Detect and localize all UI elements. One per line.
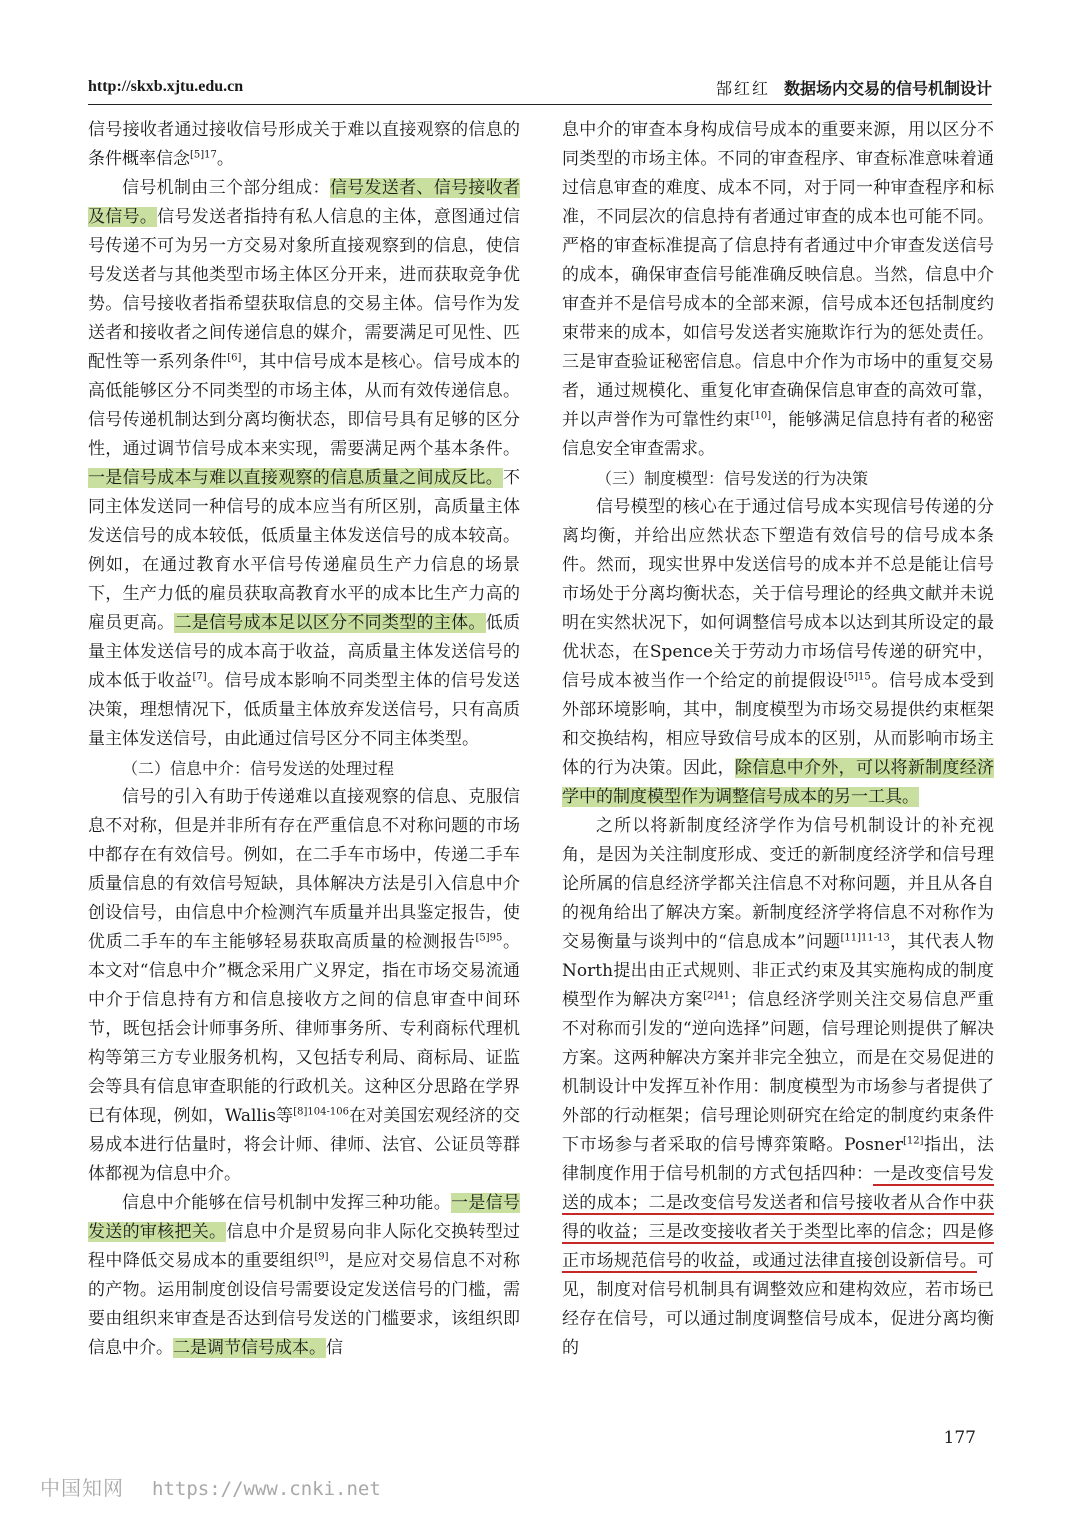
paragraph: 信号的引入有助于传递难以直接观察的信息、克服信息不对称，但是并非所有存在严重信息不对称问题的市场中都存在有效信号。例如，在二手车市场中，传递二手车质量信息的有效信号短缺，具体解决方法是引入信息中介创设信号，由信息中介检测汽车质量并出具鉴定报告，使优质二手车的车主能够轻易获取高质量的检测报告$^{[5]95}$。本文对“信息中介”概念采用广义界定，指在市场交易流通中介于信息持有方和信息接收方之间的信息审查中间环节，既包括会计师事务所、律师事务所、专利商标代理机构等第三方专业服务机构，又包括专利局、商标局、证监会等具有信息审查职能的行政机关。这种区分思路在学界已有体现，例如，Wallis等$^{[8]104-106}$在对美国宏观经济的交易成本进行估量时，将会计师、律师、法官、公证员等群体都视为信息中介。 (88, 787, 521, 1184)
paragraph: 信号模型的核心在于通过信号成本实现信号传递的分离均衡，并给出应然状态下塑造有效信号的信号成本条件。然而，现实世界中发送信号的成本并不总是能让信号市场处于分离均衡状态，关于信号理论的经典文献并未说明在实然状况下，如何调整信号成本以达到其所设定的最优状态，在Spence关于劳动力市场信号传递的研究中，信号成本被当作一个给定的前提假设$^{[5]15}$。信号成本受到外部环境影响，其中，制度模型为市场交易提供约束框架和交换结构，相应导致信号成本的区别，从而影响市场主体的行为决策。因此，除信息中介外，可以将新制度经济学中的制度模型作为调整信号成本的另一工具。 (562, 497, 995, 807)
paragraph: 信号接收者通过接收信号形成关于难以直接观察的信息的条件概率信念$^{[5]17}$。 (88, 120, 520, 169)
paragraph: 信息中介能够在信号机制中发挥三种功能。一是信号发送的审核把关。信息中介是贸易向非人际化交换转型过程中降低交易成本的重要组织[9]，是应对交易信息不对称的产物。运用制度创设信号需要设定发送信号的门槛，需要由组织来审查是否达到信号发送的门槛要求，该组织即信息中介。二是调节信号成本。信 (88, 1193, 521, 1358)
highlight: 一是信号发送的审核把关。 (88, 1193, 521, 1242)
citation: [5]17 (190, 149, 217, 161)
header-rule (88, 104, 992, 105)
section-heading: （三）制度模型：信号发送的行为决策 (596, 469, 869, 488)
highlight: 信号发送者、信号接收者及信号。 (88, 178, 521, 227)
author-name: 郜红红 (715, 79, 770, 98)
citation: [7] (192, 671, 207, 683)
citation: [10] (750, 410, 772, 422)
underline-annotation: 一是改变信号发送的成本；二是改变信号发送者和信号接收者从合作中获得的收益；三是改变接收者关于类型比率的信念；四是修正市场规范信号的收益，或通过法律直接创设新信号。 (562, 1164, 994, 1271)
highlight: 二是信号成本足以区分不同类型的主体。 (174, 613, 486, 633)
watermark-brand: 中国知网 (40, 1476, 124, 1500)
highlight: 一是信号成本与难以直接观察的信息质量之间成反比。 (88, 468, 503, 488)
right-column (562, 116, 994, 1363)
highlight: 除信息中介外，可以将新制度经济学中的制度模型作为调整信号成本的另一工具。 (562, 758, 995, 807)
left-column (88, 116, 520, 1363)
page-number: 177 (943, 1428, 976, 1448)
citation: [2]41 (703, 990, 731, 1002)
citation: [12] (902, 1135, 924, 1147)
watermark (40, 1472, 381, 1501)
journal-url[interactable]: http://skxb.xjtu.edu.cn (88, 78, 244, 95)
watermark-url: https://www.cnki.net (152, 1478, 381, 1500)
citation: [8]104-106 (293, 1106, 349, 1118)
article-title: 数据场内交易的信号机制设计 (783, 79, 992, 98)
section-heading: （二）信息中介：信号发送的处理过程 (122, 759, 395, 778)
highlight: 二是调节信号成本。 (173, 1338, 326, 1358)
running-title (716, 76, 992, 99)
citation: [5]95 (475, 932, 503, 944)
citation: [9] (314, 1251, 329, 1263)
paragraph: 息中介的审查本身构成信号成本的重要来源，用以区分不同类型的市场主体。不同的审查程序、审查标准意味着通过信息审查的难度、成本不同，对于同一种审查程序和标准，不同层次的信息持有者通过审查的成本也可能不同。严格的审查标准提高了信息持有者通过中介审查发送信号的成本，确保审查信号能准确反映信息。当然，信息中介审查并不是信号成本的全部来源，信号成本还包括制度约束带来的成本，如信号发送者实施欺诈行为的惩处责任。三是审查验证秘密信息。信息中介作为市场中的重复交易者，通过规模化、重复化审查确保信息审查的高效可靠，并以声誉作为可靠性约束[10]，能够满足信息持有者的秘密信息安全审查需求。 (562, 120, 995, 459)
citation: [6] (227, 352, 242, 364)
citation: [11]11-13 (840, 932, 890, 944)
running-header (88, 74, 992, 100)
paragraph: 信号机制由三个部分组成：信号发送者、信号接收者及信号。信号发送者指持有私人信息的主体，意图通过信号传递不可为另一方交易对象所直接观察到的信息，使信号发送者与其他类型市场主体区分开来，进而获取竞争优势。信号接收者指希望获取信息的交易主体。信号作为发送者和接收者之间传递信息的媒介，需要满足可见性、匹配性等一系列条件[6]，其中信号成本是核心。信号成本的高低能够区分不同类型的市场主体，从而有效传递信息。信号传递机制达到分离均衡状态，即信号具有足够的区分性，通过调节信号成本来实现，需要满足两个基本条件。一是信号成本与难以直接观察的信息质量之间成反比。不同主体发送同一种信号的成本应当有所区别，高质量主体发送信号的成本较低，低质量主体发送信号的成本较高。例如，在通过教育水平信号传递雇员生产力信息的场景下，生产力低的雇员获取高教育水平的成本比生产力高的雇员更高。二是信号成本足以区分不同类型的主体。低质量主体发送信号的成本高于收益，高质量主体发送信号的成本低于收益[7]。信号成本影响不同类型主体的信号发送决策，理想情况下，低质量主体放弃发送信号，只有高质量主体发送信号，由此通过信号区分不同主体类型。 (88, 178, 521, 749)
paragraph: 之所以将新制度经济学作为信号机制设计的补充视角，是因为关注制度形成、变迁的新制度经济学和信号理论所属的信息经济学都关注信息不对称问题，并且从各自的视角给出了解决方案。新制度经济学将信息不对称作为交易衡量与谈判中的“信息成本”问题$^{[11]11-13}$，其代表人物North提出由正式规则、非正式约束及其实施构成的制度模型作为解决方案$^{[2]41}$；信息经济学则关注交易信息严重不对称而引发的“逆向选择”问题，信号理论则提供了解决方案。这两种解决方案并非完全独立，而是在交易促进的机制设计中发挥互补作用：制度模型为市场参与者提供了外部的行动框架；信号理论则研究在给定的制度约束条件下市场参与者采取的信号博弈策略。Posner[12]指出，法律制度作用于信号机制的方式包括四种：一是改变信号发送的成本；二是改变信号发送者和信号接收者从合作中获得的收益；三是改变接收者关于类型比率的信念；四是修正市场规范信号的收益，或通过法律直接创设新信号。可见，制度对信号机制具有调整效应和建构效应，若市场已经存在信号，可以通过制度调整信号成本，促进分离均衡的 (562, 816, 995, 1358)
citation: [5]15 (843, 671, 871, 683)
